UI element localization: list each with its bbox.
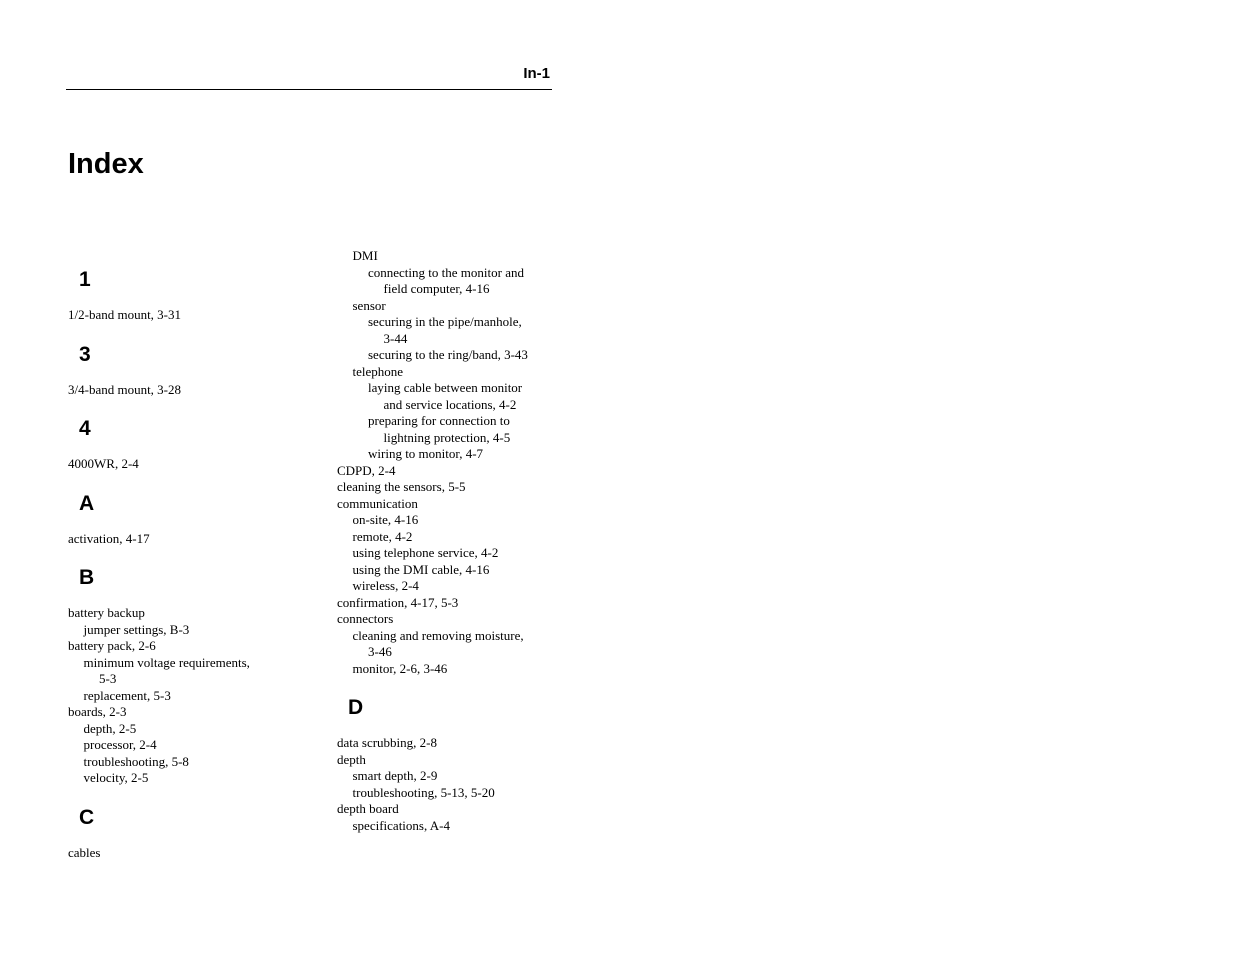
section-letter: 4 [79, 417, 91, 440]
index-entry: using telephone service, 4-2 [352, 545, 499, 560]
index-entry: cleaning and removing moisture, [352, 627, 524, 643]
index-entry: securing in the pipe/manhole, [368, 314, 522, 329]
section-letter: D [348, 696, 364, 719]
index-entry: jumper settings, B-3 [83, 621, 190, 637]
header-rule [66, 89, 552, 90]
index-entry: communication [337, 495, 418, 511]
index-entry: 3-44 [383, 330, 408, 346]
index-entry: lightning protection, 4-5 [383, 429, 511, 445]
index-entry: battery backup [68, 605, 145, 620]
index-entry: monitor, 2-6, 3-46 [352, 660, 448, 676]
index-entry: minimum voltage requirements, [83, 654, 250, 670]
index-entry: boards, 2-3 [68, 704, 127, 719]
index-entry: connecting to the monitor and [368, 264, 524, 280]
page-number: In-1 [523, 65, 550, 82]
index-entry: on-site, 4-16 [352, 512, 419, 527]
index-entry: activation, 4-17 [68, 530, 150, 546]
index-entry: 3/4-band mount, 3-28 [68, 381, 182, 397]
index-entry: troubleshooting, 5-13, 5-20 [352, 784, 495, 800]
index-entry: specifications, A-4 [352, 817, 450, 833]
section-letter: B [79, 566, 95, 589]
index-entry: using the DMI cable, 4-16 [352, 561, 490, 577]
index-entry: field computer, 4-16 [383, 281, 490, 296]
index-entry: smart depth, 2-9 [352, 768, 438, 783]
index-entry: depth, 2-5 [83, 720, 137, 736]
section-letter: 1 [79, 268, 91, 291]
index-entry: 3-46 [368, 644, 392, 659]
index-entry: troubleshooting, 5-8 [83, 753, 189, 769]
index-entry: 4000WR, 2-4 [68, 456, 139, 471]
index-entry: connectors [337, 611, 394, 626]
index-entry: CDPD, 2-4 [337, 462, 396, 478]
section-letter: 3 [79, 342, 91, 366]
index-entry: cables [68, 844, 101, 860]
index-entry: DMI [352, 248, 378, 263]
index-entry: securing to the ring/band, 3-43 [368, 347, 528, 362]
index-entry: depth board [337, 801, 399, 816]
index-entry: wiring to monitor, 4-7 [368, 446, 484, 461]
index-entry: processor, 2-4 [83, 737, 157, 752]
page-title: Index [68, 148, 144, 180]
section-letter: C [79, 805, 95, 829]
index-entry: cleaning the sensors, 5-5 [337, 479, 466, 494]
index-entry: laying cable between monitor [368, 380, 523, 395]
index-entry: preparing for connection to [368, 413, 510, 428]
index-entry: battery pack, 2-6 [68, 638, 156, 653]
index-entry: remote, 4-2 [352, 528, 413, 544]
index-entry: data scrubbing, 2-8 [337, 735, 438, 750]
index-entry: depth [337, 751, 366, 767]
index-entry: and service locations, 4-2 [383, 396, 517, 412]
section-letter: A [79, 491, 95, 515]
index-entry: telephone [352, 363, 404, 379]
index-entry: wireless, 2-4 [352, 578, 419, 593]
index-entry: sensor [352, 297, 386, 313]
index-entry: 1/2-band mount, 3-31 [68, 307, 182, 322]
index-entry: replacement, 5-3 [83, 687, 171, 703]
index-entry: confirmation, 4-17, 5-3 [337, 594, 459, 610]
index-entry: 5-3 [99, 671, 117, 686]
index-entry: velocity, 2-5 [83, 770, 149, 785]
